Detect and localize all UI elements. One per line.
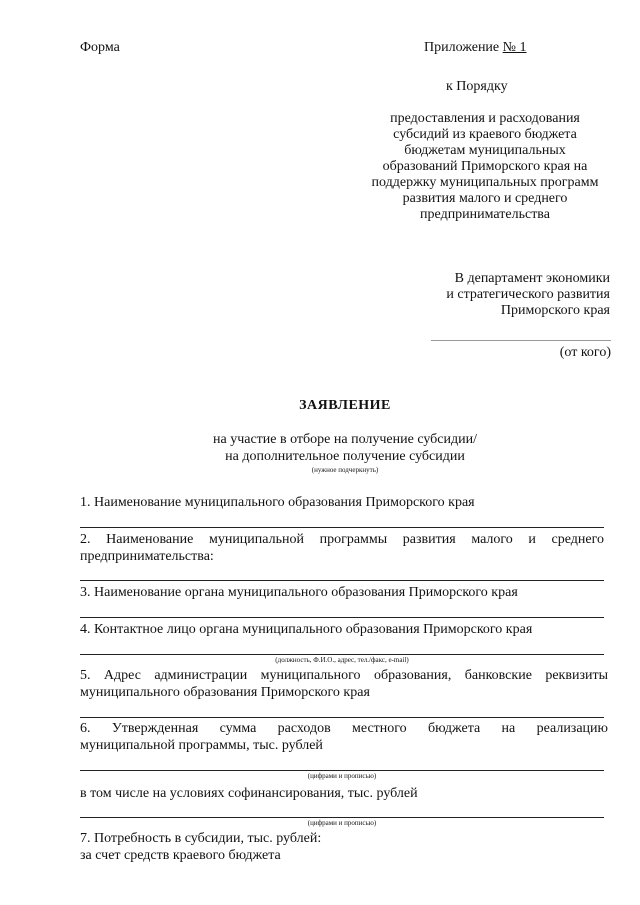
order-line: образований Приморского края на <box>382 159 588 174</box>
order-line: предпринимательства <box>420 207 550 222</box>
appendix-prefix: Приложение <box>424 40 500 55</box>
item-1-label: 1. Наименование муниципального образования Приморского края <box>80 495 475 510</box>
order-line: предоставления и расходования <box>390 111 580 126</box>
cofinancing-fill-line <box>80 817 604 818</box>
title-sub-1: на участие в отборе на получение субсидии/ <box>212 432 477 447</box>
item-3-fill-line <box>80 617 604 618</box>
item-5-fill-line <box>80 717 604 718</box>
order-line: бюджетам муниципальных <box>404 143 566 158</box>
item-6-label-line1: 6. Утвержденная сумма расходов местного бюджета на реализацию <box>80 721 608 736</box>
item-5-label-line1: 5. Адрес администрации муниципального образования, банковские реквизиты <box>80 668 608 683</box>
order-line: развития малого и среднего <box>402 191 568 206</box>
item-5-label-line2: муниципального образования Приморского края <box>80 685 370 700</box>
order-title-block <box>340 111 630 223</box>
cofinancing-hint: (цифрами и прописью) <box>307 819 377 827</box>
item-4-label: 4. Контактное лицо органа муниципального образования Приморского края <box>80 622 533 637</box>
item-4-fill-line <box>80 654 604 655</box>
addressee-line: В департамент экономики <box>454 271 610 286</box>
item-6-hint: (цифрами и прописью) <box>307 772 377 780</box>
to-order: к Порядку <box>446 79 508 94</box>
item-6-label-line2: муниципальной программы, тыс. рублей <box>80 738 323 753</box>
item-6-fill-line <box>80 770 604 771</box>
addressee-line: Приморского края <box>500 303 610 318</box>
appendix-number: № 1 <box>502 40 527 55</box>
title-note: (нужное подчеркнуть) <box>311 466 379 474</box>
addressee-line: и стратегического развития <box>446 287 610 302</box>
order-line: субсидий из краевого бюджета <box>393 127 577 142</box>
from-whom-line <box>431 340 611 341</box>
item-2-label-line1: 2. Наименование муниципальной программы развития малого и среднего <box>80 532 604 547</box>
item-4-hint: (должность, Ф.И.О., адрес, тел./факс, e-mail) <box>275 656 409 664</box>
order-line: поддержку муниципальных программ <box>371 175 599 190</box>
item-7-label-line1: 7. Потребность в субсидии, тыс. рублей: <box>80 831 322 846</box>
page-title: ЗАЯВЛЕНИЕ <box>299 398 391 413</box>
item-1-fill-line <box>80 527 604 528</box>
item-7-label-line2: за счет средств краевого бюджета <box>80 848 281 863</box>
from-whom-label: (от кого) <box>559 345 611 360</box>
form-label: Форма <box>80 40 120 55</box>
item-2-label-line2: предпринимательства: <box>80 549 214 564</box>
item-2-fill-line <box>80 580 604 581</box>
appendix-label <box>424 40 527 56</box>
title-sub-2: на дополнительное получение субсидии <box>225 449 465 464</box>
cofinancing-label: в том числе на условиях софинансирования, тыс. рублей <box>80 786 418 801</box>
addressee-block <box>380 271 610 319</box>
item-3-label: 3. Наименование органа муниципального образования Приморского края <box>80 585 518 600</box>
